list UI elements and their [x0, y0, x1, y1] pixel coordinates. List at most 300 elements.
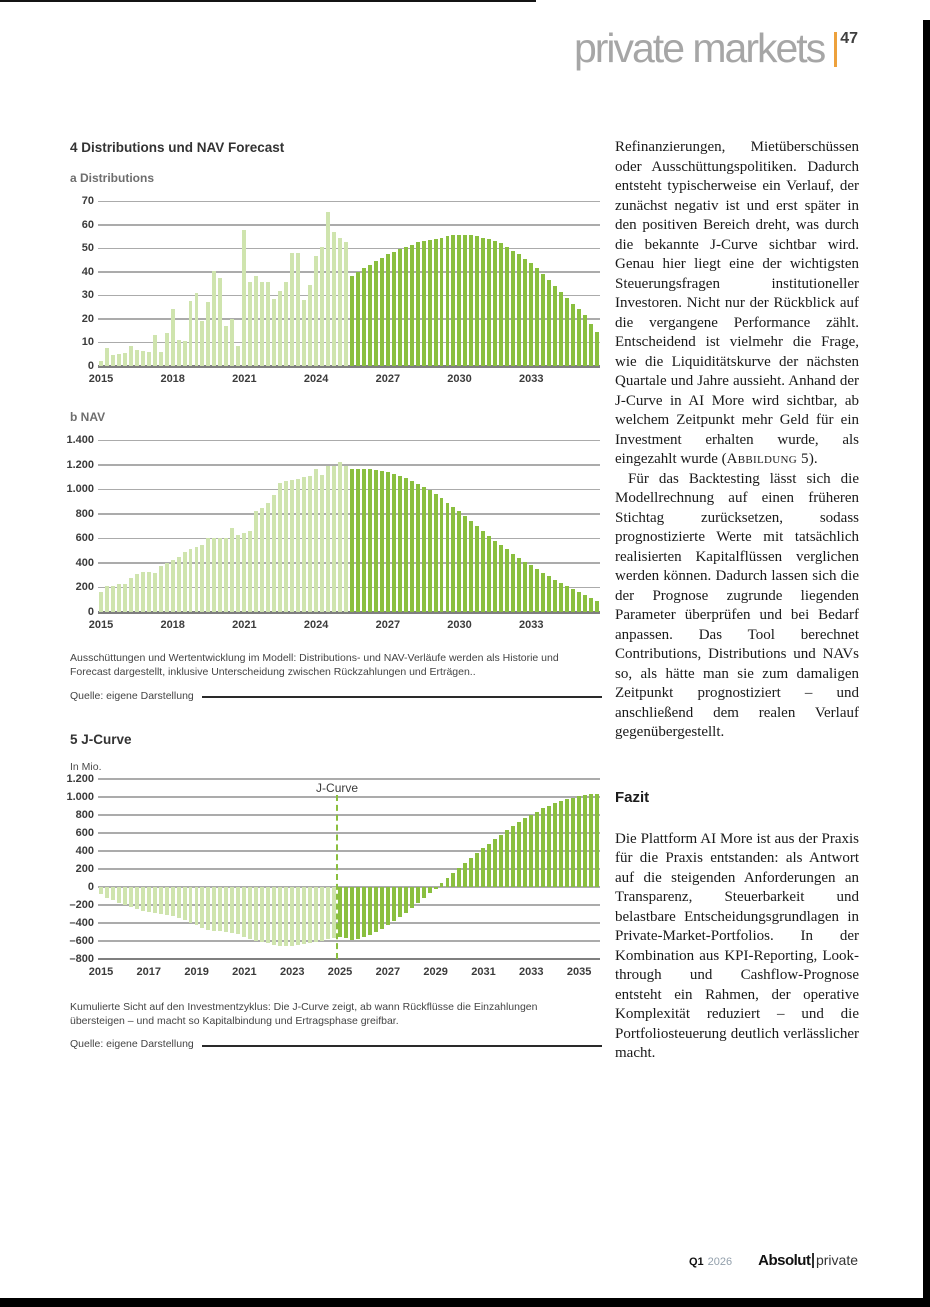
y-axis-label: 600: [75, 532, 94, 545]
bar: [284, 481, 288, 612]
bar: [547, 806, 551, 887]
bar: [260, 508, 264, 612]
bar: [338, 462, 342, 612]
bar: [517, 822, 521, 887]
x-axis-label: 2035: [566, 965, 592, 978]
bar: [368, 469, 372, 612]
bar: [386, 472, 390, 612]
bar: [165, 563, 169, 612]
y-axis-label: 1.200: [66, 772, 94, 785]
bar: [547, 280, 551, 366]
bar: [541, 808, 545, 886]
gridline: [98, 796, 600, 798]
bar: [147, 887, 151, 912]
bar: [218, 538, 222, 612]
figure5-source-text: Quelle: eigene Darstellung: [70, 1038, 194, 1051]
bar: [254, 276, 258, 366]
bar: [380, 887, 384, 929]
bar: [487, 239, 491, 366]
jcurve-x-axis: [88, 965, 600, 982]
bar: [457, 868, 461, 886]
bar: [105, 348, 109, 366]
bar: [434, 887, 438, 889]
bar: [159, 352, 163, 366]
bar: [511, 554, 515, 612]
bar: [529, 815, 533, 887]
bar: [302, 300, 306, 366]
bar: [183, 341, 187, 366]
bar: [195, 293, 199, 366]
figure4-caption: Ausschüttungen und Wertentwicklung im Modell: Distributions- und NAV-Verläufe werden als Historie und Forecast dargestellt, inklusive Unterscheidung zwischen Rückzahlungen und Erträgen..: [70, 652, 559, 678]
bar: [469, 858, 473, 886]
bar: [314, 256, 318, 366]
x-axis-label: 2031: [471, 965, 496, 978]
bar: [171, 560, 175, 612]
distributions-plot-area: [98, 201, 600, 366]
bar: [195, 887, 199, 926]
bar: [469, 235, 473, 366]
bar: [338, 887, 342, 937]
bar: [505, 247, 509, 366]
bar: [177, 557, 181, 612]
bar: [111, 586, 115, 612]
brand-wordmark: private markets: [573, 25, 825, 71]
bar: [135, 350, 139, 367]
bar: [475, 236, 479, 366]
figure4a-sublabel: a Distributions: [70, 171, 155, 185]
bar: [266, 282, 270, 366]
bar: [583, 315, 587, 366]
distributions-chart: [70, 195, 602, 394]
y-axis-label: 1.000: [66, 483, 94, 496]
jcurve-marker-line: [336, 795, 338, 959]
bar: [559, 583, 563, 612]
bar: [410, 481, 414, 612]
x-axis-label: 2033: [519, 619, 544, 631]
bar: [493, 839, 497, 887]
bar: [386, 887, 390, 926]
paragraph-1-text: Refinanzierungen, Mietüberschüssen oder Ausschüttungspolitiken. Dadurch entsteht typischerweise ein Verlauf, der zunächst negativ ist und erst später in den positiven Bereich dreht, was durch die bekannte J-Curve sichtbar wird. Genau hier liegt eine der wichtigsten Steuerungsfragen institutioneller Investoren. Nicht nur der Rückblick auf die vergangene Performance zählt. Entscheidend ist vielmehr die Frage, wie die Liquiditätskurve der nächsten Quartale und Jahre aussieht. Anhand der J-Curve in AI More wird sichtbar, ab welchem Zeitpunkt mehr Geld für ein Investment erhalten wurde, als eingezahlt wurde (: [615, 139, 859, 467]
bar: [523, 818, 527, 886]
bar: [362, 268, 366, 366]
bar: [278, 887, 282, 946]
bar: [153, 573, 157, 612]
bar: [463, 863, 467, 886]
bar: [230, 887, 234, 933]
bar: [242, 533, 246, 612]
y-axis-label: 200: [75, 862, 94, 875]
bar: [416, 242, 420, 366]
bar: [350, 469, 354, 612]
bar: [517, 254, 521, 366]
bar: [380, 258, 384, 366]
x-axis-label: 2024: [303, 373, 329, 385]
x-axis-label: 2027: [375, 965, 401, 978]
bar: [535, 569, 539, 612]
bar: [505, 830, 509, 887]
y-axis-label: 1.200: [66, 458, 94, 471]
jcurve-chart: [66, 772, 602, 987]
x-axis-label: 2033: [519, 965, 544, 978]
x-axis-label: 2018: [160, 373, 185, 385]
bar: [117, 584, 121, 612]
bar: [260, 282, 264, 366]
bar: [493, 241, 497, 366]
bar: [344, 466, 348, 612]
y-axis-label: 30: [81, 289, 94, 302]
bar: [529, 565, 533, 612]
bar: [481, 848, 485, 886]
figure5-title: 5 J-Curve: [70, 731, 132, 747]
gridline: [98, 440, 600, 442]
bar: [284, 282, 288, 366]
bar: [123, 584, 127, 612]
bar: [189, 301, 193, 366]
bar: [99, 361, 103, 366]
article-column: [615, 138, 859, 1064]
figure4-source: [70, 690, 602, 702]
bar: [577, 796, 581, 886]
bar: [499, 835, 503, 887]
bar: [553, 286, 557, 366]
bar: [320, 247, 324, 366]
bar: [296, 253, 300, 366]
bar: [577, 309, 581, 366]
bar: [511, 251, 515, 367]
bar: [147, 352, 151, 366]
bar: [105, 586, 109, 612]
bar: [505, 549, 509, 612]
bar: [147, 572, 151, 612]
bar: [117, 887, 121, 904]
bar: [422, 241, 426, 366]
issue-year: 2026: [707, 1256, 733, 1268]
bar: [248, 531, 252, 612]
bar: [410, 245, 414, 366]
bar: [541, 274, 545, 366]
bar: [200, 887, 204, 928]
gridline: [98, 814, 600, 816]
paragraph-1-close: ).: [808, 451, 818, 467]
fazit-heading: Fazit: [615, 788, 650, 806]
nav-plot-area: [98, 440, 600, 612]
y-axis-label: –400: [69, 916, 94, 929]
bar: [320, 475, 324, 612]
bar: [386, 254, 390, 366]
bar: [344, 242, 348, 366]
bar: [583, 795, 587, 886]
bar: [111, 355, 115, 366]
y-axis-label: –800: [69, 952, 94, 965]
x-axis-label: 2017: [136, 965, 162, 978]
bar: [344, 887, 348, 939]
bar: [206, 302, 210, 366]
x-axis-label: 2030: [447, 373, 472, 385]
bar: [517, 558, 521, 612]
x-axis-label: 2025: [327, 965, 353, 978]
bar: [356, 469, 360, 612]
bar: [206, 538, 210, 612]
gridline: [98, 201, 600, 203]
bar: [457, 235, 461, 366]
x-axis-label: 2021: [232, 619, 257, 631]
x-axis-label: 2027: [375, 373, 401, 385]
bar: [308, 887, 312, 944]
bar: [481, 238, 485, 366]
bar: [218, 278, 222, 366]
bar: [224, 326, 228, 366]
bar: [374, 470, 378, 612]
x-axis-label: 2021: [232, 965, 257, 978]
bar: [177, 340, 181, 366]
bar: [499, 243, 503, 366]
bar: [416, 484, 420, 612]
y-axis-label: 800: [75, 808, 94, 821]
y-axis-label: 1.400: [66, 434, 94, 446]
bar: [440, 883, 444, 887]
distributions-x-axis: [88, 373, 600, 389]
article-paragraph-1: [615, 138, 859, 470]
page-header: [574, 26, 858, 70]
jcurve-y-axis: [66, 772, 94, 991]
gridline: [98, 958, 600, 961]
bar: [200, 545, 204, 612]
bar: [404, 478, 408, 612]
bar: [206, 887, 210, 930]
bar: [553, 580, 557, 612]
issue-quarter: Q1: [688, 1256, 704, 1268]
x-axis-label: 2027: [375, 619, 401, 631]
jcurve-annotation: J-Curve: [311, 781, 363, 795]
gridline: [98, 778, 600, 780]
bar: [404, 247, 408, 366]
figure4-source-text: Quelle: eigene Darstellung: [70, 689, 194, 702]
x-axis-label: 2024: [303, 619, 329, 631]
bar: [535, 268, 539, 366]
bar: [446, 236, 450, 366]
gridline: [98, 224, 600, 226]
bar: [589, 598, 593, 612]
bar: [272, 495, 276, 612]
bar: [302, 887, 306, 945]
bar: [326, 212, 330, 366]
bar: [392, 887, 396, 922]
bar: [404, 887, 408, 913]
y-axis-label: 0: [87, 880, 94, 893]
bar: [302, 477, 306, 612]
bar: [571, 589, 575, 612]
bar: [308, 476, 312, 612]
bar: [314, 469, 318, 612]
x-axis-label: 2019: [184, 965, 209, 978]
footer-brand: [758, 1252, 858, 1269]
bar: [595, 794, 599, 887]
bar: [541, 573, 545, 612]
bar: [308, 285, 312, 366]
bar: [398, 887, 402, 918]
bar: [254, 511, 258, 612]
bar: [230, 528, 234, 612]
bar: [350, 887, 354, 940]
bar: [326, 887, 330, 940]
bar: [153, 887, 157, 913]
bar: [171, 887, 175, 917]
bar: [571, 304, 575, 366]
bar: [272, 299, 276, 366]
bar: [475, 526, 479, 612]
bar: [398, 249, 402, 366]
bar: [595, 332, 599, 366]
y-axis-label: 20: [81, 312, 94, 325]
bar: [159, 566, 163, 612]
bar: [589, 794, 593, 886]
bar: [159, 887, 163, 914]
bar: [236, 887, 240, 935]
x-axis-label: 2023: [279, 965, 305, 978]
page-number: 47: [840, 30, 858, 47]
bar: [392, 474, 396, 612]
bar: [296, 887, 300, 946]
bar: [153, 335, 157, 366]
bar: [380, 471, 384, 612]
bar: [99, 592, 103, 612]
page-edge-top: [0, 0, 536, 2]
x-axis-label: 2015: [88, 965, 114, 978]
bar: [493, 541, 497, 612]
bar: [583, 595, 587, 612]
x-axis-label: 2029: [423, 965, 448, 978]
figure5-caption: Kumulierte Sicht auf den Investmentzyklus: Die J-Curve zeigt, ab wann Rückflüsse die Einzahlungen übersteigen – und macht so Kapitalbindung und Ertragsphase greifbar.: [70, 1000, 538, 1027]
bar: [469, 521, 473, 612]
bar: [535, 812, 539, 887]
bar: [422, 887, 426, 899]
bar: [314, 887, 318, 942]
y-axis-label: –200: [69, 898, 94, 911]
bar: [195, 547, 199, 612]
bar: [290, 887, 294, 946]
x-axis-label: 2033: [519, 373, 544, 385]
bar: [356, 272, 360, 366]
bar: [481, 531, 485, 612]
bar: [272, 887, 276, 945]
footer-brand-light: private: [815, 1252, 858, 1268]
bar: [451, 873, 455, 887]
bar: [254, 887, 258, 941]
bar: [398, 476, 402, 612]
bar: [529, 263, 533, 366]
bar: [141, 351, 145, 366]
bar: [451, 507, 455, 612]
bar: [589, 324, 593, 366]
bar: [296, 479, 300, 612]
bar: [463, 235, 467, 366]
y-axis-label: 400: [75, 556, 94, 569]
figures-column: [66, 140, 602, 1051]
y-axis-label: 70: [81, 195, 94, 207]
bar: [278, 291, 282, 366]
bar: [141, 887, 145, 911]
bar: [218, 887, 222, 932]
bar: [523, 562, 527, 612]
bar: [129, 578, 133, 612]
bar: [284, 887, 288, 946]
y-axis-label: 200: [75, 581, 94, 594]
nav-x-axis: [88, 619, 600, 635]
bar: [189, 887, 193, 923]
bar: [434, 239, 438, 366]
bar: [422, 487, 426, 612]
figure4-title: 4 Distributions und NAV Forecast: [70, 140, 285, 155]
bar: [224, 887, 228, 932]
bar: [236, 346, 240, 366]
bar: [565, 799, 569, 886]
nav-y-axis: [66, 434, 94, 646]
y-axis-label: 0: [87, 360, 94, 372]
y-axis-label: 0: [87, 606, 94, 618]
y-axis-label: 1.000: [66, 790, 94, 803]
bar: [571, 798, 575, 887]
bar: [260, 887, 264, 942]
bar: [446, 878, 450, 887]
bar: [368, 887, 372, 935]
figure5-source-rule: [202, 1045, 602, 1047]
page-footer: [689, 1252, 858, 1269]
bar: [135, 574, 139, 612]
gridline: [98, 940, 600, 942]
bar: [123, 887, 127, 905]
bar: [200, 321, 204, 366]
article-paragraph-2: Für das Backtesting lässt sich die Modellrechnung auf einen früheren Stichtag zurücksetzen, sodass prognostizierte Werte mit tatsächlich realisierten Kapitalflüssen verglichen werden können. Dadurch lassen sich die der Prognose zugrunde liegenden Parameter überprüfen und bei Bedarf anpassen. Das Tool berechnet Contributions, Distributions und NAVs so, als hätte man sie zum damaligen Zeitpunkt prognostiziert – und anschließend dem realen Verlauf gegenübergestellt.: [615, 470, 859, 740]
y-axis-label: 60: [81, 218, 94, 231]
bar: [440, 238, 444, 366]
bar: [141, 572, 145, 612]
bar: [236, 535, 240, 612]
bar: [230, 319, 234, 366]
bar: [350, 276, 354, 366]
bar: [290, 253, 294, 366]
bar: [434, 494, 438, 612]
bar: [374, 887, 378, 932]
bar: [129, 887, 133, 907]
bar: [451, 235, 455, 366]
bar: [374, 261, 378, 366]
figure5-unit-label: In Mio.: [70, 760, 102, 773]
x-axis-label: 2018: [160, 619, 185, 631]
bar: [463, 516, 467, 612]
bar: [559, 801, 563, 887]
bar: [428, 240, 432, 366]
figure4-source-rule: [202, 696, 602, 698]
bar: [117, 354, 121, 366]
x-axis-label: 2015: [88, 619, 114, 631]
bar: [553, 803, 557, 886]
bar: [410, 887, 414, 909]
brand-divider-bar: [834, 32, 837, 67]
bar: [487, 536, 491, 612]
bar: [362, 469, 366, 612]
article-paragraph-3: Die Plattform AI More ist aus der Praxis für die Praxis entstanden: als Antwort auf die steigenden Anforderungen an Transparenz, Steuerbarkeit und belastbare Entscheidungsgrundlagen in Private-Market-Portfolios. In der Kombination aus KPI-Reporting, Look-through und Cashflow-Prognose entsteht ein Rahmen, der operative Komplexität reduziert – und die Portfoliosteuerung deutlich verlässlicher macht.: [615, 830, 859, 1061]
bar: [332, 232, 336, 366]
bar: [595, 601, 599, 612]
bar: [565, 298, 569, 366]
gridline: [98, 464, 600, 466]
bar: [362, 887, 366, 937]
bar: [320, 887, 324, 941]
bar: [278, 483, 282, 612]
y-axis-label: 50: [81, 242, 94, 255]
bar: [183, 887, 187, 921]
bar: [165, 887, 169, 915]
